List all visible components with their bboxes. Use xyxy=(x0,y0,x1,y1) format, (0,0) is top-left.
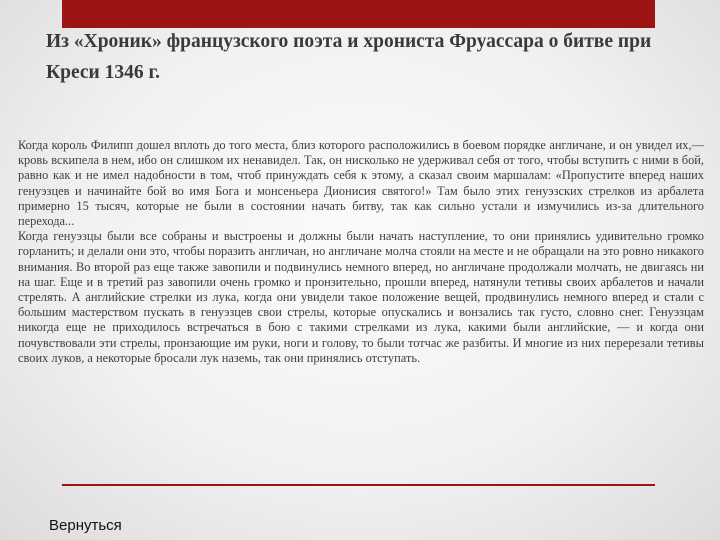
paragraph-2: Когда генуэзцы были все собраны и выстроены и должны были начать наступление, то они принялись удивительно громко горланить; и делали они это, чтобы поразить англичан, но англичане молча стояли на месте и не обращали на это ровно никакого внимания. Во второй раз еще также завопили и подвинулись немного вперед, но англичане продолжали молчать, не двигаясь ни на шаг. Еще и в третий раз завопили очень громко и пронзительно, прошли вперед, натянули тетивы своих арбалетов и начали стрелять. А английские стрелки из лука, когда они увидели такое положение вещей, продвинулись немного вперед и стали с большим мастерством пускать в генуэзцев свои стрелы, которые опускались и вонзались так густо, словно снег. Генуэзцам никогда еще не приходилось встречаться в бою с такими стрелками из лука, какими были английские, — и когда они почувствовали эти стрелы, пронзающие им руки, ноги и голову, то были тотчас же разбиты. И многие из них перерезали тетивы своих луков, а некоторые бросали лук наземь, так они принялись отступать. xyxy=(18,229,704,365)
top-accent-bar xyxy=(62,0,655,28)
paragraph-1: Когда король Филипп дошел вплоть до того места, близ которого расположились в боевом порядке англичане, и он увидел их,— кровь вскипела в нем, ибо он слишком их ненавидел. Так, он нисколько не удерживал себя от того, чтобы вступить с ними в бой, равно как и не имел надобности в том, чтоб принуждать себя к этому, а сказал своим маршалам: «Пропустите вперед наших генуэзцев и начинайте бой во имя Бога и монсеньера Дионисия святого!» Там было этих генуэзских стрелков из арбалета примерно 15 тысяч, которые не были в состоянии начать битву, так как сильно устали и измучились из-за длительного перехода... xyxy=(18,138,704,229)
slide-title: Из «Хроник» французского поэта и хрониста Фруассара о битве при Креси 1346 г. xyxy=(46,31,652,83)
body-text xyxy=(18,138,704,366)
back-link[interactable]: Вернуться xyxy=(49,517,122,534)
divider-line xyxy=(62,484,655,486)
